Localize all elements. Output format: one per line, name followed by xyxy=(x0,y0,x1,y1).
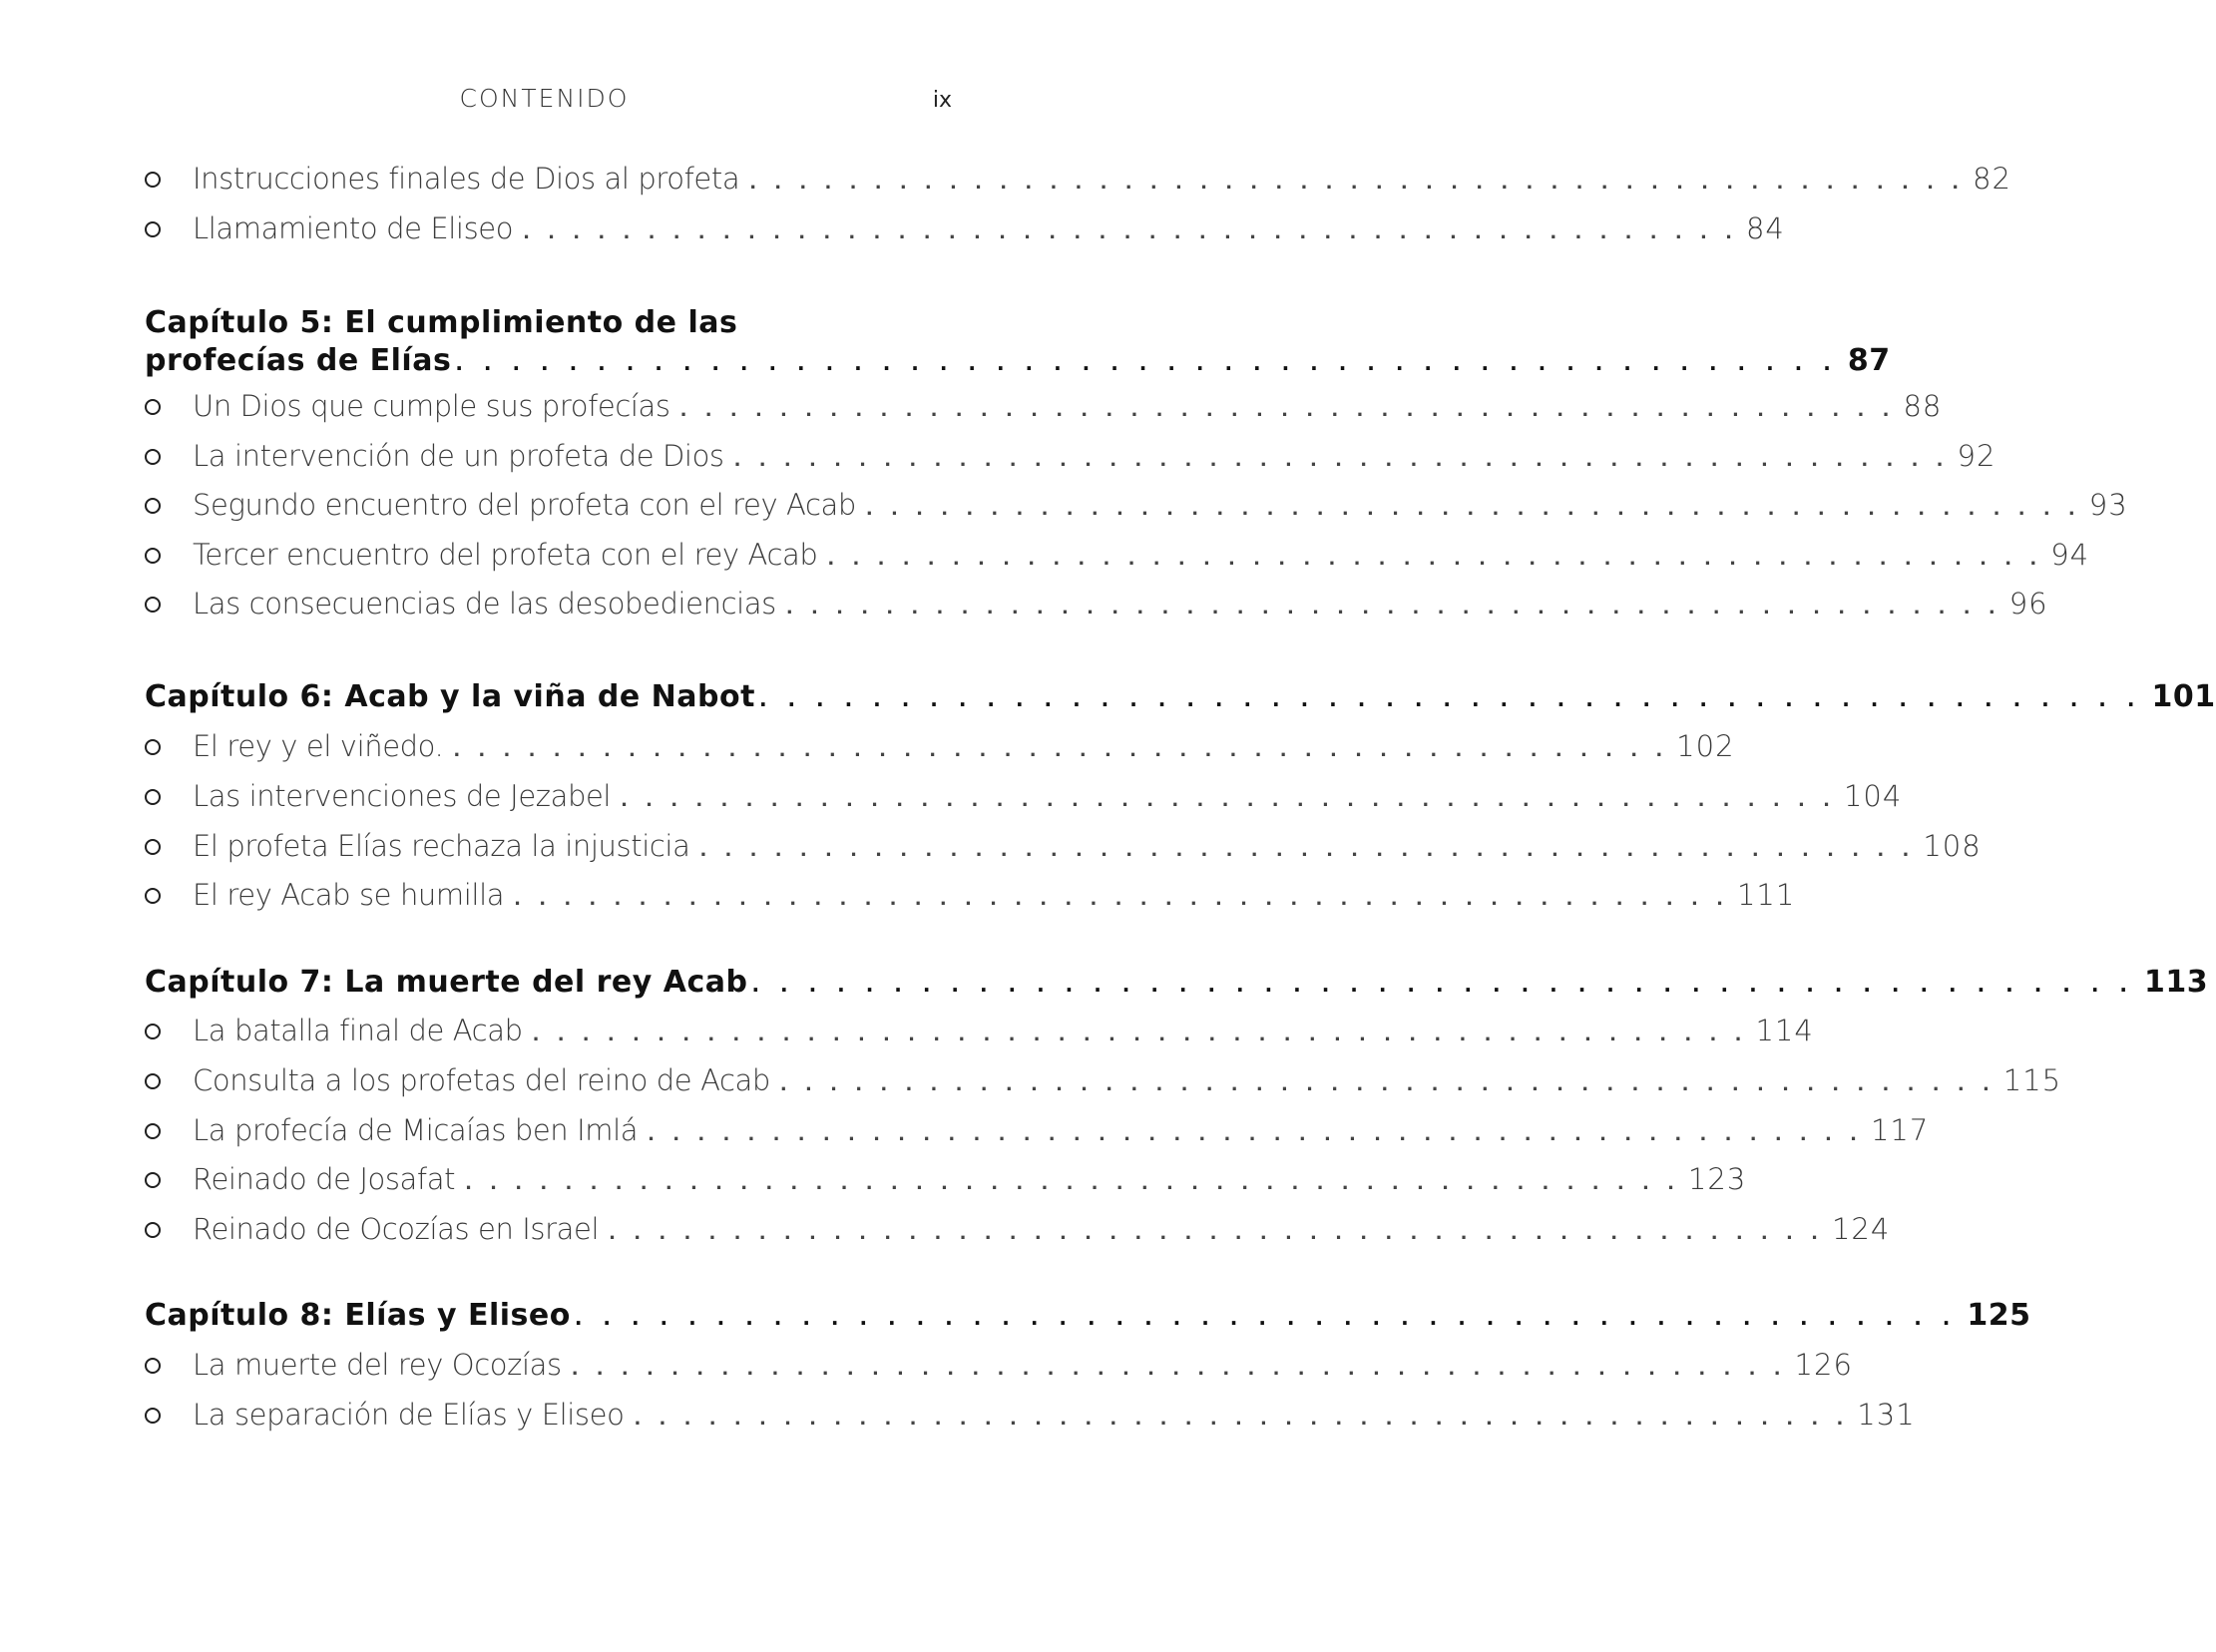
dot-leader: . . . . . . . . . . . . . . . . . . . . . . . . . . . . . . . . . . . . . . . . . . . . . . . . . xyxy=(865,499,2081,520)
toc-entry-page: 94 xyxy=(2050,538,2090,572)
dot-leader: . . . . . . . . . . . . . . . . . . . . . . . . . . . . . . . . . . . . . . . . . . . . . . . . . xyxy=(514,889,1729,910)
dot-leader: . . . . . . . . . . . . . . . . . . . . . . . . . . . . . . . . . . . . . . . . . . . . . . . . . xyxy=(827,549,2043,570)
toc-entry-page: 115 xyxy=(2002,1063,2062,1097)
toc-entry[interactable] xyxy=(145,1063,2062,1103)
toc-entry-page: 123 xyxy=(1687,1162,1747,1196)
toc-entry-title: La profecía de Micaías ben Imlá xyxy=(193,1113,639,1147)
toc-entry[interactable] xyxy=(145,1113,1930,1153)
chapter-title: Capítulo 6: Acab y la viña de Nabot xyxy=(145,679,755,714)
dot-leader: . . . . . . . . . . . . . . . . . . . . . . . . . . . . . . . . . . . . . . . . . . . . . . . . . xyxy=(679,400,1896,421)
toc-entry[interactable] xyxy=(145,878,1796,918)
toc-entry-title: Segundo encuentro del profeta con el rey Acab xyxy=(193,488,856,522)
toc-entry-title: Reinado de Josafat xyxy=(193,1162,456,1196)
toc-entry[interactable] xyxy=(145,538,2090,578)
toc-entry-title: Reinado de Ocozías en Israel xyxy=(193,1212,600,1246)
toc-entry-page: 124 xyxy=(1831,1212,1891,1246)
toc-entry-page: 88 xyxy=(1903,389,1943,423)
toc-entry-page: 84 xyxy=(1745,211,1785,245)
chapter-heading[interactable] xyxy=(145,965,2209,1003)
toc-entry-title: Las consecuencias de las desobediencias xyxy=(193,587,776,620)
page-number: ix xyxy=(932,88,952,113)
dot-leader: . . . . . . . . . . . . . . . . . . . . . . . . . . . . . . . . . . . . . . . . . . . . . . . . . xyxy=(785,598,2001,619)
toc-entry[interactable] xyxy=(145,829,1982,869)
toc-entry-page: 114 xyxy=(1755,1014,1814,1047)
dot-leader: . . . . . . . . . . . . . . . . . . . . . . . . . . . . . . . . . . . . . . . . . . . . . . . . . xyxy=(523,222,1738,243)
toc-entry-title: La batalla final de Acab xyxy=(193,1014,523,1047)
toc-entry-title: La separación de Elías y Eliseo xyxy=(193,1398,625,1432)
toc-entry-page: 131 xyxy=(1857,1398,1916,1432)
toc-entry-page: 111 xyxy=(1736,878,1796,912)
toc-entry-page: 82 xyxy=(1973,162,2011,196)
toc-entry-page: 108 xyxy=(1923,829,1982,863)
toc-entry-title: La intervención de un profeta de Dios xyxy=(193,439,724,473)
toc-entry-title: Un Dios que cumple sus profecías xyxy=(193,389,670,423)
bullet-circle-icon xyxy=(145,1358,161,1374)
toc-entry-page: 104 xyxy=(1843,779,1903,813)
toc-entry-title: El rey y el viñedo. xyxy=(193,729,444,763)
chapter-page: 113 xyxy=(2144,965,2209,1000)
dot-leader: . . . . . . . . . . . . . . . . . . . . . . . . . . . . . . . . . . . . . . . . . . . . . . . . . xyxy=(634,1409,1850,1430)
dot-leader: . . . . . . . . . . . . . . . . . . . . . . . . . . . . . . . . . . . . . . . . . . . . . . . . . xyxy=(758,687,2142,711)
bullet-circle-icon xyxy=(145,221,161,237)
toc-entry-title: La muerte del rey Ocozías xyxy=(193,1348,562,1382)
toc-entry[interactable] xyxy=(145,587,2048,626)
toc-entry[interactable] xyxy=(145,211,1785,251)
chapter-heading[interactable] xyxy=(145,1298,2031,1336)
dot-leader: . . . . . . . . . . . . . . . . . . . . . . . . . . . . . . . . . . . . . . . . . . . . . . . . . xyxy=(779,1074,1995,1095)
bullet-circle-icon xyxy=(145,839,161,855)
toc-entry[interactable] xyxy=(145,162,2011,202)
toc-entry[interactable] xyxy=(145,779,1903,819)
dot-leader: . . . . . . . . . . . . . . . . . . . . . . . . . . . . . . . . . . . . . . . . . . . . . . . . . xyxy=(699,840,1916,861)
toc-entry[interactable] xyxy=(145,1398,1916,1438)
dot-leader: . . . . . . . . . . . . . . . . . . . . . . . . . . . . . . . . . . . . . . . . . . . . . . . . . xyxy=(733,450,1950,471)
chapter-title: Capítulo 7: La muerte del rey Acab xyxy=(145,965,748,1000)
chapter-page: 125 xyxy=(1967,1298,2031,1333)
toc-entry-page: 126 xyxy=(1794,1348,1853,1382)
dot-leader: . . . . . . . . . . . . . . . . . . . . . . . . . . . . . . . . . . . . . . . . . . . . . . . . . xyxy=(532,1025,1748,1045)
toc-entry-page: 102 xyxy=(1676,729,1735,763)
toc-entry-page: 117 xyxy=(1870,1113,1930,1147)
dot-leader: . . . . . . . . . . . . . . . . . . . . . . . . . . . . . . . . . . . . . . . . . . . . . . . . . xyxy=(751,973,2134,997)
dot-leader: . . . . . . . . . . . . . . . . . . . . . . . . . . . . . . . . . . . . . . . . . . . . . . . . . xyxy=(571,1359,1787,1380)
toc-entry[interactable] xyxy=(145,488,2128,528)
chapter-heading[interactable] xyxy=(145,305,1891,381)
chapter-title-line2: profecías de Elías xyxy=(145,343,452,378)
bullet-circle-icon xyxy=(145,1172,161,1188)
dot-leader: . . . . . . . . . . . . . . . . . . . . . . . . . . . . . . . . . . . . . . . . . . . . . . . . . xyxy=(648,1124,1863,1145)
dot-leader: . . . . . . . . . . . . . . . . . . . . . . . . . . . . . . . . . . . . . . . . . . . . . . . . . xyxy=(465,1173,1680,1194)
toc-entry-page: 96 xyxy=(2008,587,2048,620)
bullet-circle-icon xyxy=(145,1073,161,1089)
running-head: CONTENIDO xyxy=(459,84,630,113)
toc-entry-title: El rey Acab se humilla xyxy=(193,878,505,912)
bullet-circle-icon xyxy=(145,548,161,564)
dot-leader: . . . . . . . . . . . . . . . . . . . . . . . . . . . . . . . . . . . . . . . . . . . . . . . . . xyxy=(749,173,1966,194)
toc-entry-page: 92 xyxy=(1957,439,1996,473)
bullet-circle-icon xyxy=(145,1123,161,1139)
chapter-page: 101 xyxy=(2151,679,2216,714)
chapter-heading[interactable] xyxy=(145,679,2216,717)
bullet-circle-icon xyxy=(145,789,161,805)
bullet-circle-icon xyxy=(145,1024,161,1039)
toc-entry-title: Llamamiento de Eliseo xyxy=(193,211,514,245)
toc-entry[interactable] xyxy=(145,729,1735,769)
bullet-circle-icon xyxy=(145,597,161,613)
toc-entry[interactable] xyxy=(145,439,1996,479)
bullet-circle-icon xyxy=(145,399,161,415)
bullet-circle-icon xyxy=(145,449,161,465)
toc-entry[interactable] xyxy=(145,1014,1814,1053)
toc-entry-page: 93 xyxy=(2088,488,2128,522)
bullet-circle-icon xyxy=(145,1408,161,1424)
chapter-page: 87 xyxy=(1847,343,1891,378)
dot-leader: . . . . . . . . . . . . . . . . . . . . . . . . . . . . . . . . . . . . . . . . . . . . . . . . . xyxy=(621,790,1836,811)
bullet-circle-icon xyxy=(145,739,161,755)
bullet-circle-icon xyxy=(145,172,161,188)
dot-leader: . . . . . . . . . . . . . . . . . . . . . . . . . . . . . . . . . . . . . . . . . . . . . . . . . xyxy=(609,1223,1824,1244)
toc-entry[interactable] xyxy=(145,389,1943,429)
bullet-circle-icon xyxy=(145,888,161,904)
toc-entry[interactable] xyxy=(145,1162,1747,1202)
toc-entry[interactable] xyxy=(145,1348,1853,1388)
chapter-title-line1: Capítulo 5: El cumplimiento de las xyxy=(145,305,738,340)
toc-entry-title: Instrucciones finales de Dios al profeta xyxy=(193,162,740,196)
toc-entry-title: El profeta Elías rechaza la injusticia xyxy=(193,829,690,863)
toc-entry-title: Tercer encuentro del profeta con el rey Acab xyxy=(193,538,818,572)
toc-entry-title: Consulta a los profetas del reino de Acab xyxy=(193,1063,770,1097)
bullet-circle-icon xyxy=(145,498,161,514)
bullet-circle-icon xyxy=(145,1222,161,1238)
dot-leader: . . . . . . . . . . . . . . . . . . . . . . . . . . . . . . . . . . . . . . . . . . . . . . . . . xyxy=(455,351,1838,375)
toc-entry-title: Las intervenciones de Jezabel xyxy=(193,779,612,813)
chapter-title: Capítulo 8: Elías y Eliseo xyxy=(145,1298,571,1333)
toc-entry[interactable] xyxy=(145,1212,1891,1252)
dot-leader: . . . . . . . . . . . . . . . . . . . . . . . . . . . . . . . . . . . . . . . . . . . . . . . . . xyxy=(574,1306,1958,1330)
dot-leader: . . . . . . . . . . . . . . . . . . . . . . . . . . . . . . . . . . . . . . . . . . . . . . . . . xyxy=(453,740,1669,761)
